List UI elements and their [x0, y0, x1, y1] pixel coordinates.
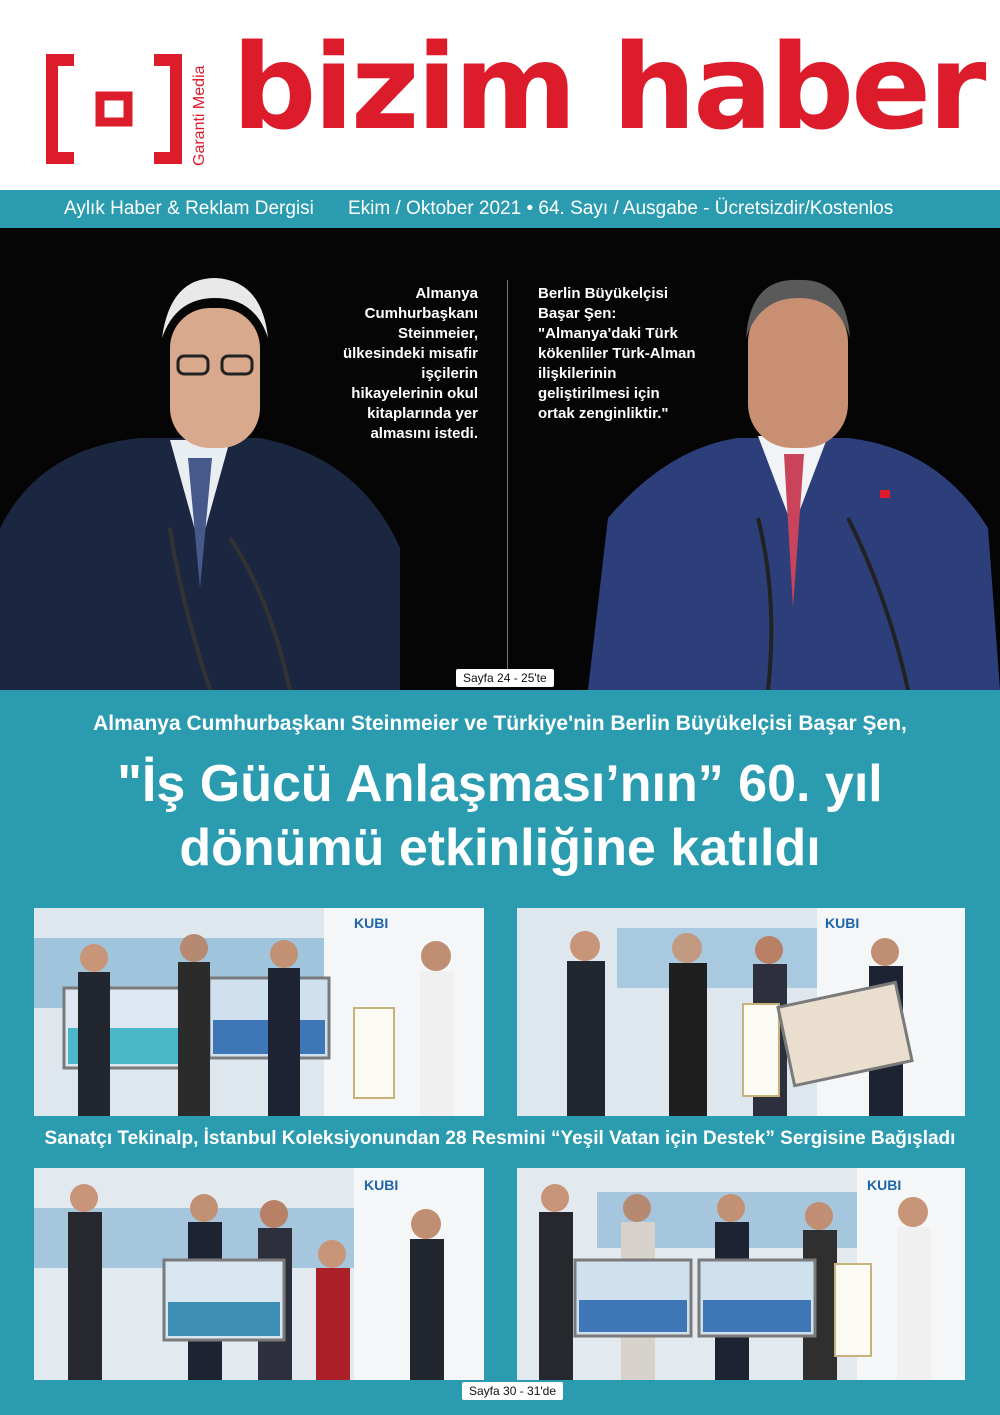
gallery-photo-3 — [34, 1168, 484, 1380]
issue-details: Ekim / Oktober 2021 • 64. Sayı / Ausgabe - Ücretsizdir/Kostenlos — [348, 198, 894, 219]
hero-section — [0, 228, 1000, 690]
headline-line-2: dönümü etkinliğine katıldı — [179, 819, 821, 877]
ambassador-quote: Berlin Büyükelçisi Başar Şen: "Almanya'daki Türk kökenliler Türk-Alman ilişkilerinin geliştirilmesi için ortak zenginliktir." — [538, 285, 696, 422]
issue-info-strip — [0, 190, 1000, 228]
svg-text:KUBI: KUBI — [825, 915, 860, 931]
gallery-photo-2 — [517, 908, 965, 1116]
gallery-page-reference: Sayfa 30 - 31'de — [462, 1382, 563, 1400]
svg-text:KUBI: KUBI — [364, 1177, 399, 1193]
story-headline — [0, 752, 1000, 880]
svg-text:KUBI: KUBI — [354, 915, 389, 931]
hero-page-reference: Sayfa 24 - 25'te — [456, 669, 554, 687]
headline-line-1: "İş Gücü Anlaşması’nın” 60. yıl — [117, 755, 883, 813]
magazine-type: Aylık Haber & Reklam Dergisi — [64, 198, 314, 219]
svg-text:KUBI: KUBI — [867, 1177, 902, 1193]
quote-divider — [507, 280, 508, 672]
steinmeier-quote: Almanya Cumhurbaşkanı Steinmeier, ülkesindeki misafir işçilerin hikayelerinin okul kitaplarında yer almasını istedi. — [342, 285, 478, 442]
gallery-photo-1 — [34, 908, 484, 1116]
brackets-logo-icon — [44, 54, 184, 164]
svg-text:Garanti Media: Garanti Media — [191, 65, 208, 166]
masthead — [0, 0, 1000, 190]
story-kicker: Almanya Cumhurbaşkanı Steinmeier ve Türkiye'nin Berlin Büyükelçisi Başar Şen, — [93, 712, 907, 735]
gallery-photo-4 — [517, 1168, 965, 1380]
publisher-label — [182, 58, 212, 168]
magazine-title: bizim haber — [232, 18, 984, 156]
gallery-caption: Sanatçı Tekinalp, İstanbul Koleksiyonundan 28 Resmini “Yeşil Vatan için Destek” Sergisine Bağışladı — [44, 1128, 956, 1149]
